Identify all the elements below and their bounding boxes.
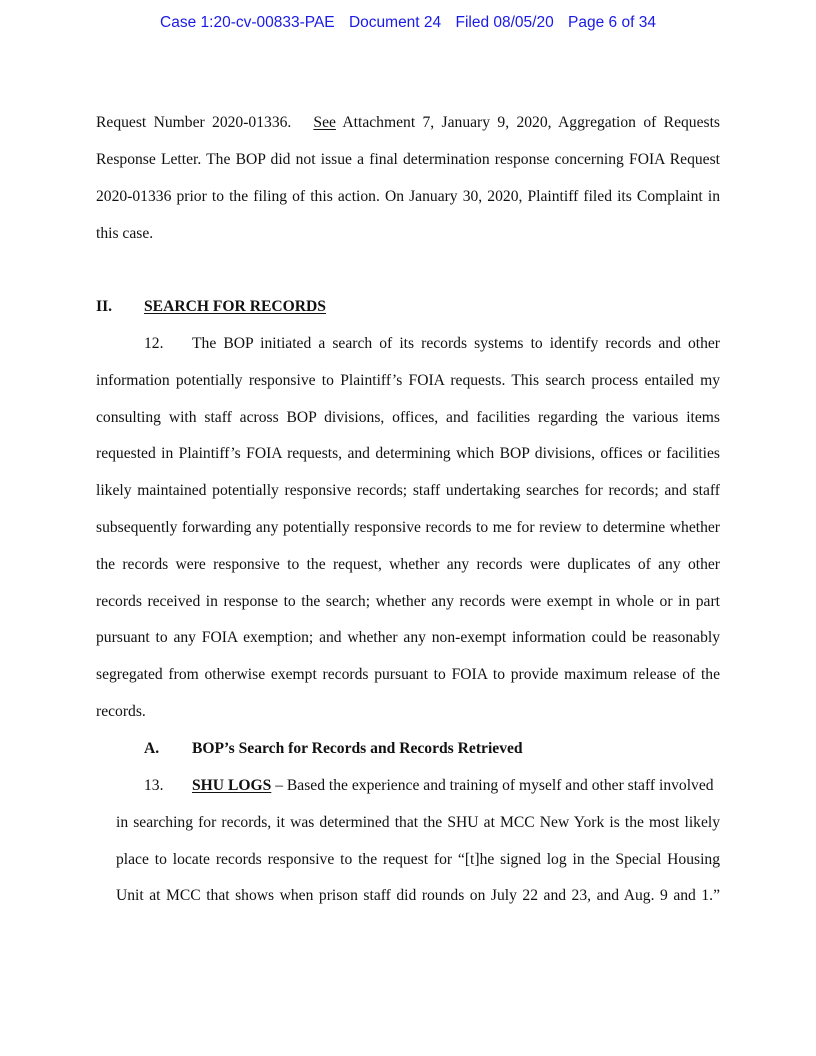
paragraph-number: 13. — [144, 777, 164, 794]
para12-line9: pursuant to any FOIA exemption; and whether any non-exempt information could be reasonably — [96, 629, 720, 646]
para11-line4: this case. — [96, 225, 154, 242]
para11-line1 — [96, 114, 720, 132]
para12-line7: the records were responsive to the request, whether any records were duplicates of any other — [96, 556, 720, 573]
para12-line11: records. — [96, 703, 146, 720]
document-number: Document 24 — [348, 14, 442, 31]
text: The BOP initiated a search of its records systems to identify records and other — [192, 335, 720, 352]
case-number: Case 1:20-cv-00833-PAE — [160, 14, 335, 31]
para12-line3: consulting with staff across BOP divisions, offices, and facilities regarding the various items — [96, 409, 720, 426]
section-number: II. — [96, 298, 113, 315]
subsection-title: BOP’s Search for Records and Records Retrieved — [192, 740, 523, 757]
para11-line3: 2020-01336 prior to the filing of this action. On January 30, 2020, Plaintiff filed its Complaint in — [96, 188, 720, 205]
para12-line8: records received in response to the search; whether any records were exempt in whole or in part — [96, 593, 720, 610]
para11-line2: Response Letter. The BOP did not issue a final determination response concerning FOIA Request — [96, 151, 720, 168]
section-title: SEARCH FOR RECORDS — [144, 298, 326, 315]
section-heading — [96, 298, 720, 316]
text: Attachment 7, January 9, 2020, Aggregation of Requests — [342, 114, 720, 131]
text: Request Number 2020-01336. — [96, 114, 292, 131]
paragraph-number: 12. — [144, 335, 164, 352]
para12-line1 — [96, 335, 720, 353]
para12-line5: likely maintained potentially responsive records; staff undertaking searches for records; and staff — [96, 482, 720, 499]
see-citation: See — [313, 114, 336, 131]
text: – Based the experience and training of myself and other staff involved — [271, 777, 714, 794]
shu-logs-lead: SHU LOGS — [192, 777, 272, 794]
filed-date: Filed 08/05/20 — [455, 14, 554, 31]
subsection-number: A. — [144, 740, 160, 757]
para13-line2: in searching for records, it was determined that the SHU at MCC New York is the most likely — [116, 814, 720, 831]
para13-line3: place to locate records responsive to the request for “[t]he signed log in the Special Housing — [116, 851, 720, 868]
para13-line4: Unit at MCC that shows when prison staff did rounds on July 22 and 23, and Aug. 9 and 1.” — [116, 887, 720, 904]
para12-line4: requested in Plaintiff’s FOIA requests, and determining which BOP divisions, offices or facilities — [96, 445, 720, 462]
para13-line1 — [144, 777, 720, 795]
para12-line10: segregated from otherwise exempt records pursuant to FOIA to provide maximum release of the — [96, 666, 720, 683]
subsection-heading — [144, 740, 768, 758]
para12-line2: information potentially responsive to Plaintiff’s FOIA requests. This search process entailed my — [96, 372, 720, 389]
page-number: Page 6 of 34 — [568, 14, 656, 31]
case-header — [0, 14, 816, 32]
para12-line6: subsequently forwarding any potentially responsive records to me for review to determine whether — [96, 519, 720, 536]
